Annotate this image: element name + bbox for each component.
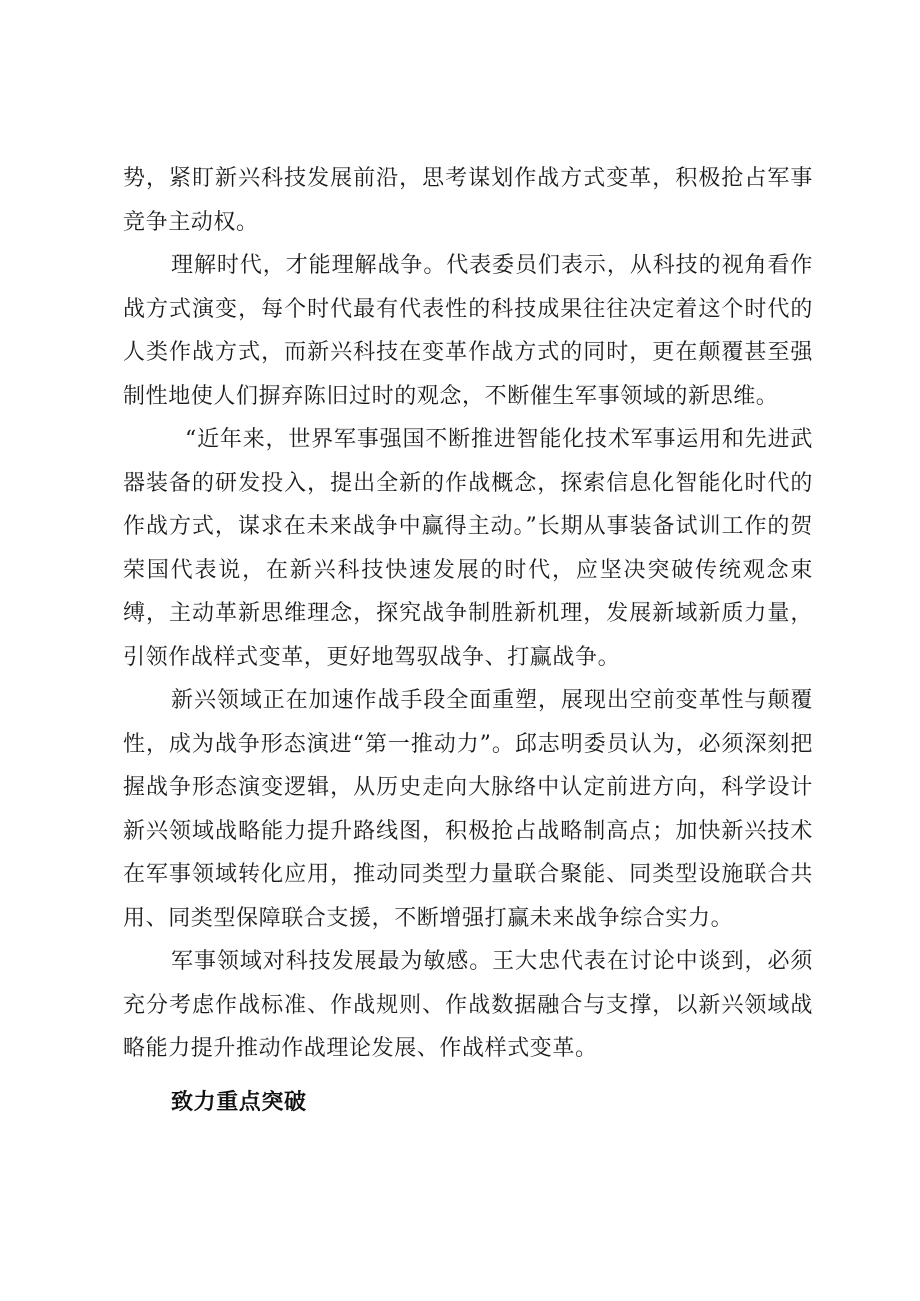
paragraph-understanding-era: 理解时代，才能理解战争。代表委员们表示，从科技的视角看作战方式演变，每个时代最有代表性的科技成果往往决定着这个时代的人类作战方式，而新兴科技在变革作战方式的同时，更在颠覆甚至强制性地使人们摒弃陈旧过时的观念，不断催生军事领域的新思维。	[123, 253, 813, 409]
section-heading: 致力重点突破	[171, 1089, 307, 1115]
paragraph-quote-he-rongguo: “近年来，世界军事强国不断推进智能化技术军事运用和先进武器装备的研发投入，提出全新的作战概念，探索信息化智能化时代的作战方式，谋求在未来战争中赢得主动。”长期从事装备试训工作的贺荣国代表说，在新兴科技快速发展的时代，应坚决突破传统观念束缚，主动革新思维理念，探究战争制胜新机理，发展新域新质力量，引领作战样式变革，更好地驾驭战争、打赢战争。	[123, 427, 813, 670]
paragraph-qiu-zhiming: 新兴领域正在加速作战手段全面重塑，展现出空前变革性与颠覆性，成为战争形态演进“第一推动力”。邱志明委员认为，必须深刻把握战争形态演变逻辑，从历史走向大脉络中认定前进方向，科学设计新兴领域战略能力提升路线图，积极抢占战略制高点；加快新兴技术在军事领域转化应用，推动同类型力量联合聚能、同类型设施联合共用、同类型保障联合支援，不断增强打赢未来战争综合实力。	[123, 688, 813, 931]
paragraph-continuation: 势，紧盯新兴科技发展前沿，思考谋划作战方式变革，积极抢占军事竞争主动权。	[123, 166, 813, 235]
paragraph-wang-dazhong: 军事领域对科技发展最为敏感。王大忠代表在讨论中谈到，必须充分考虑作战标准、作战规则、作战数据融合与支撑，以新兴领域战略能力提升推动作战理论发展、作战样式变革。	[123, 949, 813, 1061]
document-body	[123, 157, 813, 1123]
